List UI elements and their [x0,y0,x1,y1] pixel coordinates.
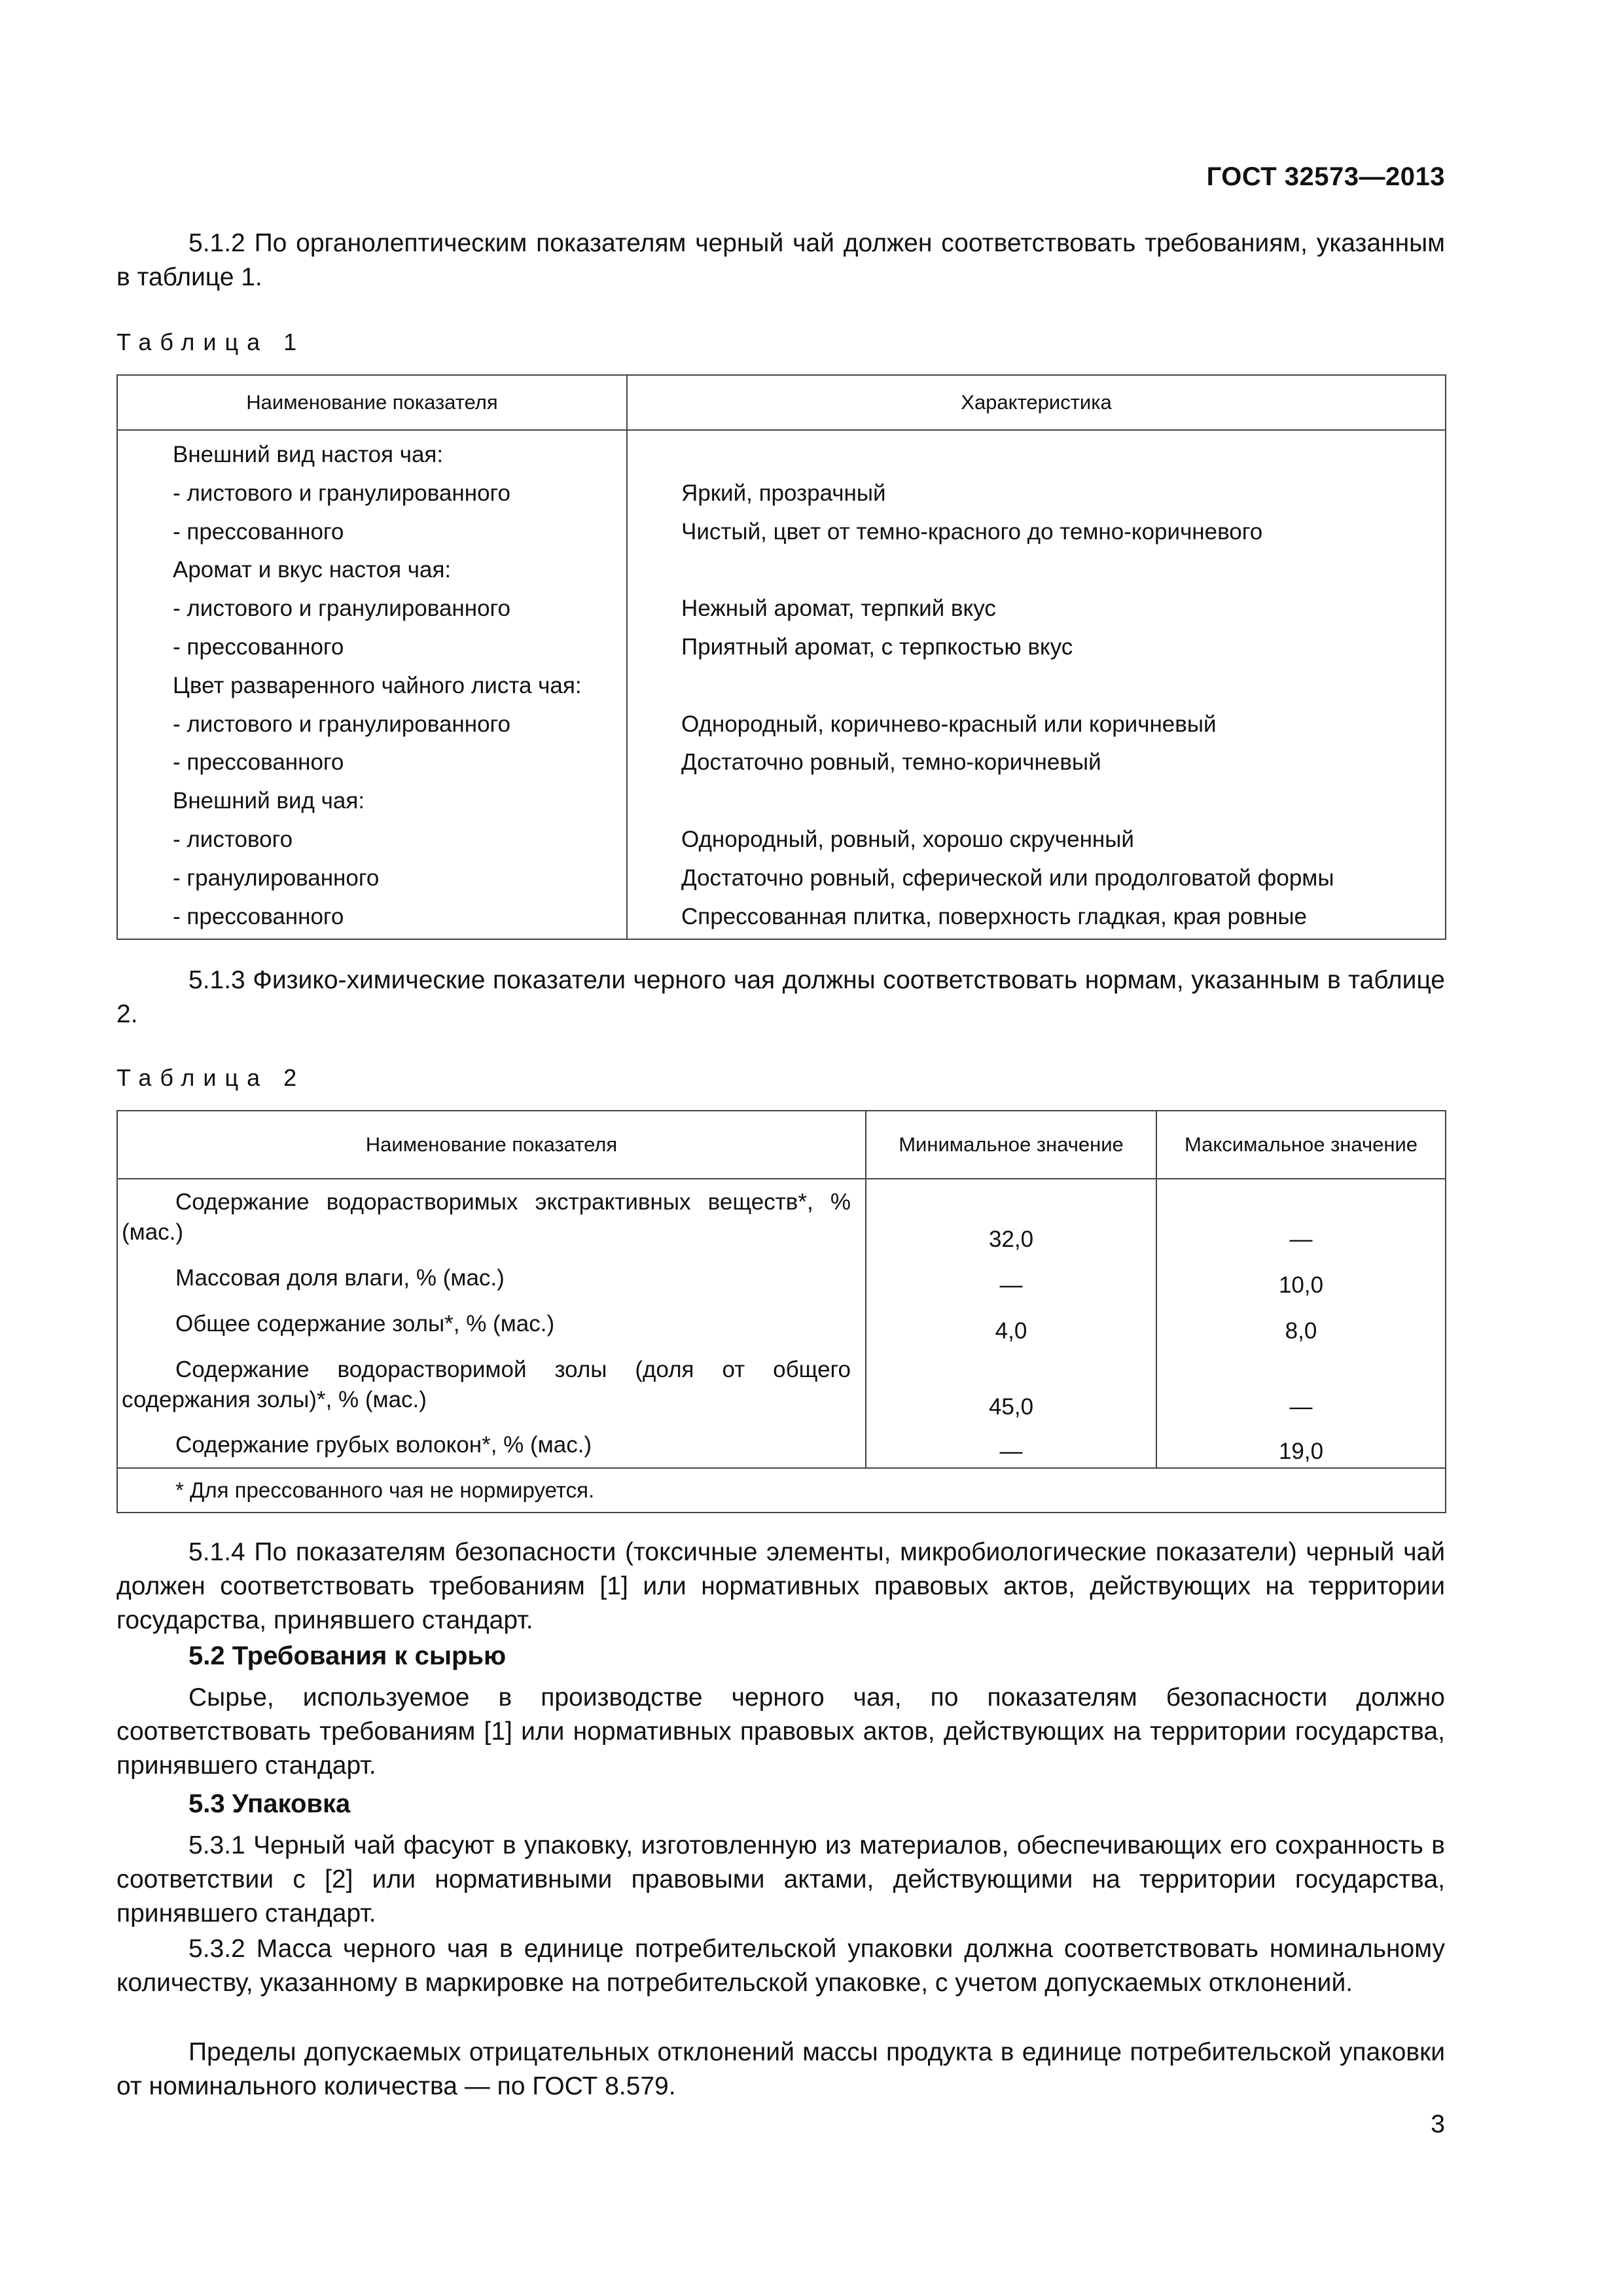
table-2 [116,1110,1446,1513]
table1-header-name: Наименование показателя [117,375,627,430]
table-row [117,1301,1446,1347]
table2-row-max: — [1156,1179,1446,1255]
table1-row-name: Внешний вид настоя чая: [173,442,444,467]
section-heading-5-3: 5.3 Упаковка [188,1789,351,1818]
table1-row-value: Чистый, цвет от темно-красного до темно-коричневого [681,518,1263,545]
table2-row-max: — [1156,1347,1446,1423]
table2-row-max: 19,0 [1156,1423,1446,1468]
table2-header-name: Наименование показателя [117,1111,866,1179]
table1-row-name: - прессованного [173,749,344,776]
table1-row-value: Нежный аромат, терпкий вкус [681,596,996,622]
table-row [117,1423,1446,1468]
table1-values-column [627,430,1446,939]
table1-row-value: Достаточно ровный, темно-коричневый [681,749,1101,776]
table2-footnote: * Для прессованного чая не нормируется. [117,1468,1446,1513]
table1-row-value [628,436,1445,475]
table2-row-max: 10,0 [1156,1255,1446,1301]
table-row [117,1347,1446,1423]
table1-row-name: - гранулированного [173,865,380,891]
table1-row-name: - прессованного [173,634,344,660]
table2-row-name: Содержание водорастворимых экстрактивных веществ*, % (мас.) [117,1179,866,1255]
table2-row-max: 8,0 [1156,1301,1446,1347]
table1-row-name: - листового и гранулированного [173,596,510,622]
table2-row-min: — [866,1423,1156,1468]
table1-row-name: - прессованного [173,518,344,545]
table-row [117,1255,1446,1301]
table1-row-value: Яркий, прозрачный [681,480,886,506]
table1-names-column [117,430,627,939]
table-row [117,1179,1446,1255]
table2-header-max: Максимальное значение [1156,1111,1446,1179]
table2-label: Таблица 2 [116,1064,306,1091]
document-page [116,0,1445,2296]
paragraph-5-1-3: 5.1.3 Физико-химические показатели черного чая должны соответствовать нормам, указанным в таблице 2. [116,966,1445,1028]
table1-row-value: Приятный аромат, с терпкостью вкус [681,634,1073,660]
page-number: 3 [1431,2110,1445,2138]
table2-row-min: 32,0 [866,1179,1156,1255]
table1-row-value [628,782,1445,821]
paragraph-5-3-2: 5.3.2 Масса черного чая в единице потребительской упаковки должна соответствовать номинальному количеству, указанному в маркировке на потребительской упаковке, с учетом допускаемых отклонений. [116,1935,1445,1997]
table1-row-value [628,667,1445,706]
table2-row-name: Общее содержание золы*, % (мас.) [117,1301,866,1347]
table1-header-characteristic: Характеристика [627,375,1446,430]
table1-label: Таблица 1 [116,329,306,355]
table1-row-name: - листового и гранулированного [173,480,510,506]
paragraph-5-1-4: 5.1.4 По показателям безопасности (токсичные элементы, микробиологические показатели) черный чай должен соответствовать требованиям [1] или нормативных правовых актов, действующих на территории государства, принявшего стандарт. [116,1538,1445,1634]
table1-row-name: Аромат и вкус настоя чая: [173,557,452,583]
table2-row-min: 45,0 [866,1347,1156,1423]
table1-row-value: Однородный, ровный, хорошо скрученный [681,826,1134,852]
table2-row-name: Массовая доля влаги, % (мас.) [117,1255,866,1301]
table2-row-min: — [866,1255,1156,1301]
table1-row-name: Внешний вид чая: [173,788,365,814]
paragraph-5-1-2: 5.1.2 По органолептическим показателям черный чай должен соответствовать требованиям, указанным в таблице 1. [116,229,1445,291]
table2-header-min: Минимальное значение [866,1111,1156,1179]
paragraph-5-2: Сырье, используемое в производстве черного чая, по показателям безопасности должно соответствовать требованиям [1] или нормативных правовых актов, действующих на территории государства, принявшего стандарт. [116,1683,1445,1780]
document-id: ГОСТ 32573—2013 [1206,162,1445,191]
table1-row-value: Спрессованная плитка, поверхность гладкая, края ровные [681,903,1308,929]
paragraph-limits: Пределы допускаемых отрицательных отклонений массы продукта в единице потребительской упаковки от номинального количества — по ГОСТ 8.579. [116,2038,1445,2100]
table2-row-name: Содержание водорастворимой золы (доля от общего содержания золы)*, % (мас.) [117,1347,866,1423]
table1-row-value: Однородный, коричнево-красный или коричневый [681,711,1217,737]
table2-row-min: 4,0 [866,1301,1156,1347]
table1-row-name: - листового и гранулированного [173,711,510,737]
table1-row-name: - листового [173,826,293,852]
table1-row-name: Цвет разваренного чайного листа чая: [173,672,582,698]
table2-row-name: Содержание грубых волокон*, % (мас.) [117,1423,866,1468]
table1-row-value: Достаточно ровный, сферической или продолговатой формы [681,865,1334,891]
section-heading-5-2: 5.2 Требования к сырью [188,1641,507,1670]
table1-row-name: - прессованного [173,903,344,929]
table-1 [116,374,1446,940]
table1-row-value [628,551,1445,590]
paragraph-5-3-1: 5.3.1 Черный чай фасуют в упаковку, изготовленную из материалов, обеспечивающих его сохранность в соответствии с [2] или нормативными правовыми актами, действующими на территории государства, принявшего стандарт. [116,1831,1445,1928]
